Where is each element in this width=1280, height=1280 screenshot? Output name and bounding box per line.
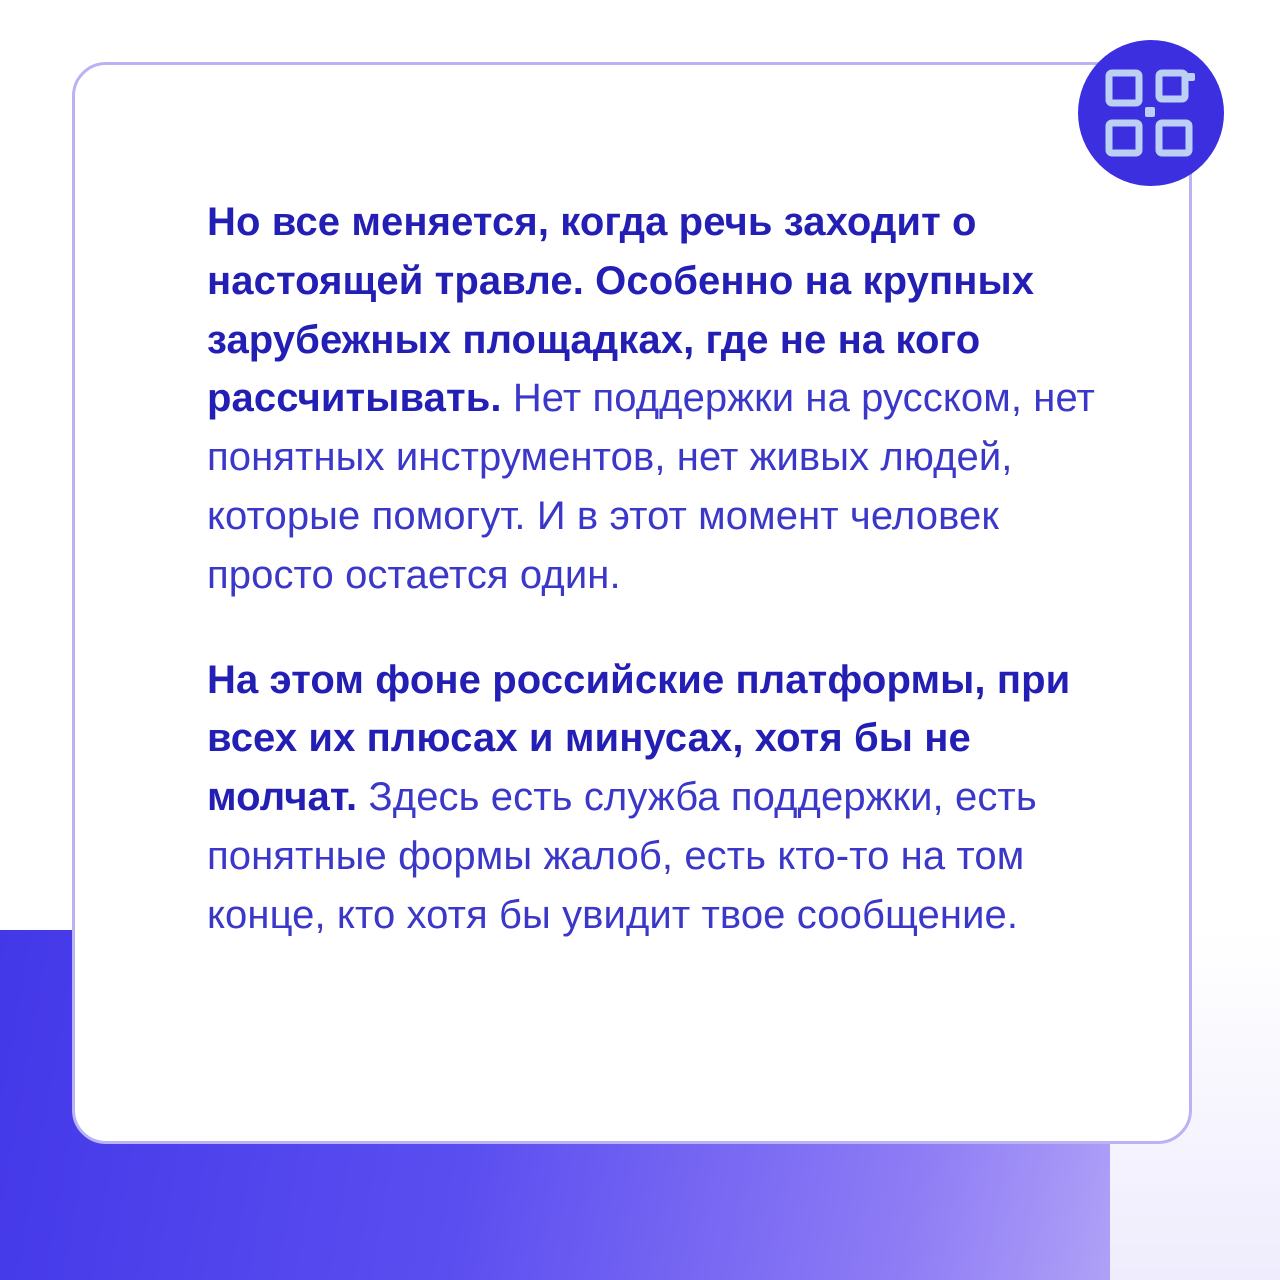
paragraph-2-regular: Здесь есть служба поддержки, есть понятные формы жалоб, есть кто-то на том конце, кто хотя бы увидит твое сообщение. <box>207 775 1037 937</box>
content-card <box>72 62 1192 1144</box>
paragraph-1-regular: Нет поддержки на русском, нет понятных инструментов, нет живых людей, которые помогут. И в этот момент человек просто остается один. <box>207 376 1095 597</box>
paragraph-1-bold: Но все меняется, когда речь заходит о настоящей травле. Особенно на крупных зарубежных площадках, где не на кого рассчитывать. <box>207 200 1035 421</box>
article-body <box>207 193 1127 945</box>
qr-squares-logo-icon <box>1078 40 1224 186</box>
paragraph-2 <box>207 651 1127 945</box>
paragraph-1 <box>207 193 1127 605</box>
paragraph-2-bold: На этом фоне российские платформы, при всех их плюсах и минусах, хотя бы не молчат. <box>207 657 1071 820</box>
